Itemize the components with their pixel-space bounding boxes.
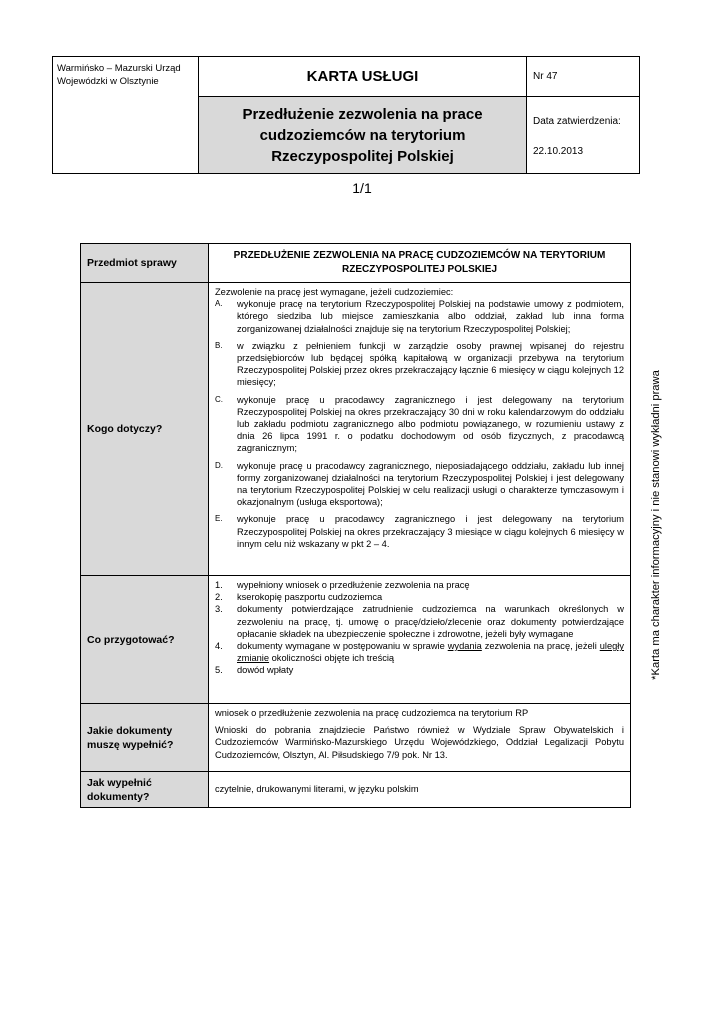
who-intro: Zezwolenie na pracę jest wymagane, jeżeli cudzoziemiec:: [215, 287, 454, 297]
card-title: KARTA USŁUGI: [199, 57, 527, 97]
row-prepare: [81, 576, 631, 704]
approval-date: 22.10.2013: [533, 146, 584, 157]
label-how: Jak wypełnić dokumenty?: [81, 772, 209, 808]
page-number: 1/1: [352, 180, 372, 196]
row-subject: [81, 244, 631, 283]
label-documents: Jakie dokumenty muszę wypełnić?: [81, 704, 209, 772]
service-table: [80, 243, 631, 808]
office-line-1: Warmińsko – Mazurski Urząd: [57, 63, 181, 74]
prepare-list: [215, 579, 624, 677]
list-item: 1. wypełniony wniosek o przedłużenie zezwolenia na pracę: [215, 580, 470, 590]
how-value: czytelnie, drukowanymi literami, w języku polskim: [209, 772, 631, 808]
row-how: [81, 772, 631, 808]
card-subtitle: Przedłużenie zezwolenia na prace cudzoziemców na terytorium Rzeczypospolitej Polskiej: [199, 97, 527, 173]
documents-download-info: Wnioski do pobrania znajdziecie Państwo również w Wydziale Spraw Obywatelskich i Cudzoziemców Warmińsko-Mazurskiego Urzędu Wojewódzkiego, Oddział Legalizacji Pobytu Cudzoziemców, Olsztyn, Al. Piłsudskiego 7/9 pok. Nr 13.: [215, 725, 624, 760]
list-item: 2. kserokopię paszportu cudzoziemca: [215, 592, 383, 603]
row-who: [81, 283, 631, 576]
approval-label: Data zatwierdzenia:: [533, 116, 621, 127]
list-item: 5. dowód wpłaty: [215, 665, 294, 676]
documents-form: wniosek o przedłużenie zezwolenia na pracę cudzoziemca na terytorium RP: [215, 708, 529, 718]
side-note: [646, 365, 666, 685]
office-line-2: Wojewódzki w Olsztynie: [57, 76, 159, 87]
office-name: [53, 57, 199, 173]
list-item: B. w związku z pełnieniem funkcji w zarządzie osoby prawnej wpisanej do rejestru przedsiębiorców lub będącej spółką kapitałową w organizacji przebywa na terytorium Rzeczypospolitej Polskiej przez okres przekraczający łącznie 6 miesięcy w ciągu kolejnych 12 miesięcy;: [215, 340, 624, 388]
approval-box: [527, 97, 639, 173]
side-note-text: *Karta ma charakter informacyjny i nie stanowi wykładni prawa: [650, 370, 662, 680]
card-number: Nr 47: [527, 57, 639, 97]
list-item: 4. dokumenty wymagane w postępowaniu w sprawie wydania zezwolenia na pracę, jeżeli uległy zmianie okoliczności objęte ich treścią: [215, 641, 624, 664]
label-who: Kogo dotyczy?: [81, 283, 209, 576]
header-table: [52, 56, 640, 174]
list-item: D. wykonuje pracę u pracodawcy zagranicznego, nieposiadającego oddziału, zakładu lub innej formy zorganizowanej działalności na terytorium Rzeczypospolitej Polskiej i jest delegowany na terytorium Rzeczypospolitej Polskiej w celu realizacji usługi o charakterze tymczasowym i okazjonalnym (usługa eksportowa);: [215, 460, 624, 508]
row-documents: [81, 704, 631, 772]
list-item: E. wykonuje pracę u pracodawcy zagranicznego i jest delegowany na terytorium Rzeczypospolitej Polskiej na okres przekraczający 3 miesiące w ciągu kolejnych 6 miesięcy w innym celu niż wskazany w pkt 2 – 4.: [215, 514, 624, 549]
label-subject: Przedmiot sprawy: [81, 244, 209, 283]
list-item: C. wykonuje pracę u pracodawcy zagranicznego i jest delegowany na terytorium Rzeczypospolitej Polskiej na okres przekraczający 30 dni w roku kalendarzowym do oddziału lub zakładu podmiotu zagranicznego albo podmiotu powiązanego, w rozumieniu ustawy z dnia 26 lipca 1991 r. o podatku dochodowym od osób fizycznych, z pracodawcą zagranicznym;: [215, 394, 624, 454]
subject-value: PRZEDŁUŻENIE ZEZWOLENIA NA PRACĘ CUDZOZIEMCÓW NA TERYTORIUM RZECZYPOSPOLITEJ POLSKIEJ: [233, 250, 606, 275]
list-item: A. wykonuje pracę na terytorium Rzeczypospolitej Polskiej na podstawie umowy z podmiotem, którego siedziba lub miejsce zamieszkania albo oddział, zakład lub inna forma zorganizowanej działalności znajduje się na terytorium Rzeczypospolitej Polskiej;: [215, 299, 624, 334]
list-item: 3. dokumenty potwierdzające zatrudnienie cudzoziemca na warunkach określonych w zezwoleniu na pracę, tj. umowę o pracę/dzieło/zlecenie oraz dokumenty potwierdzające opłacanie składek na ubezpieczenie społeczne i zdrowotne, jeżeli były wymagane: [215, 604, 624, 639]
label-prepare: Co przygotować?: [81, 576, 209, 704]
who-list: [215, 298, 624, 550]
